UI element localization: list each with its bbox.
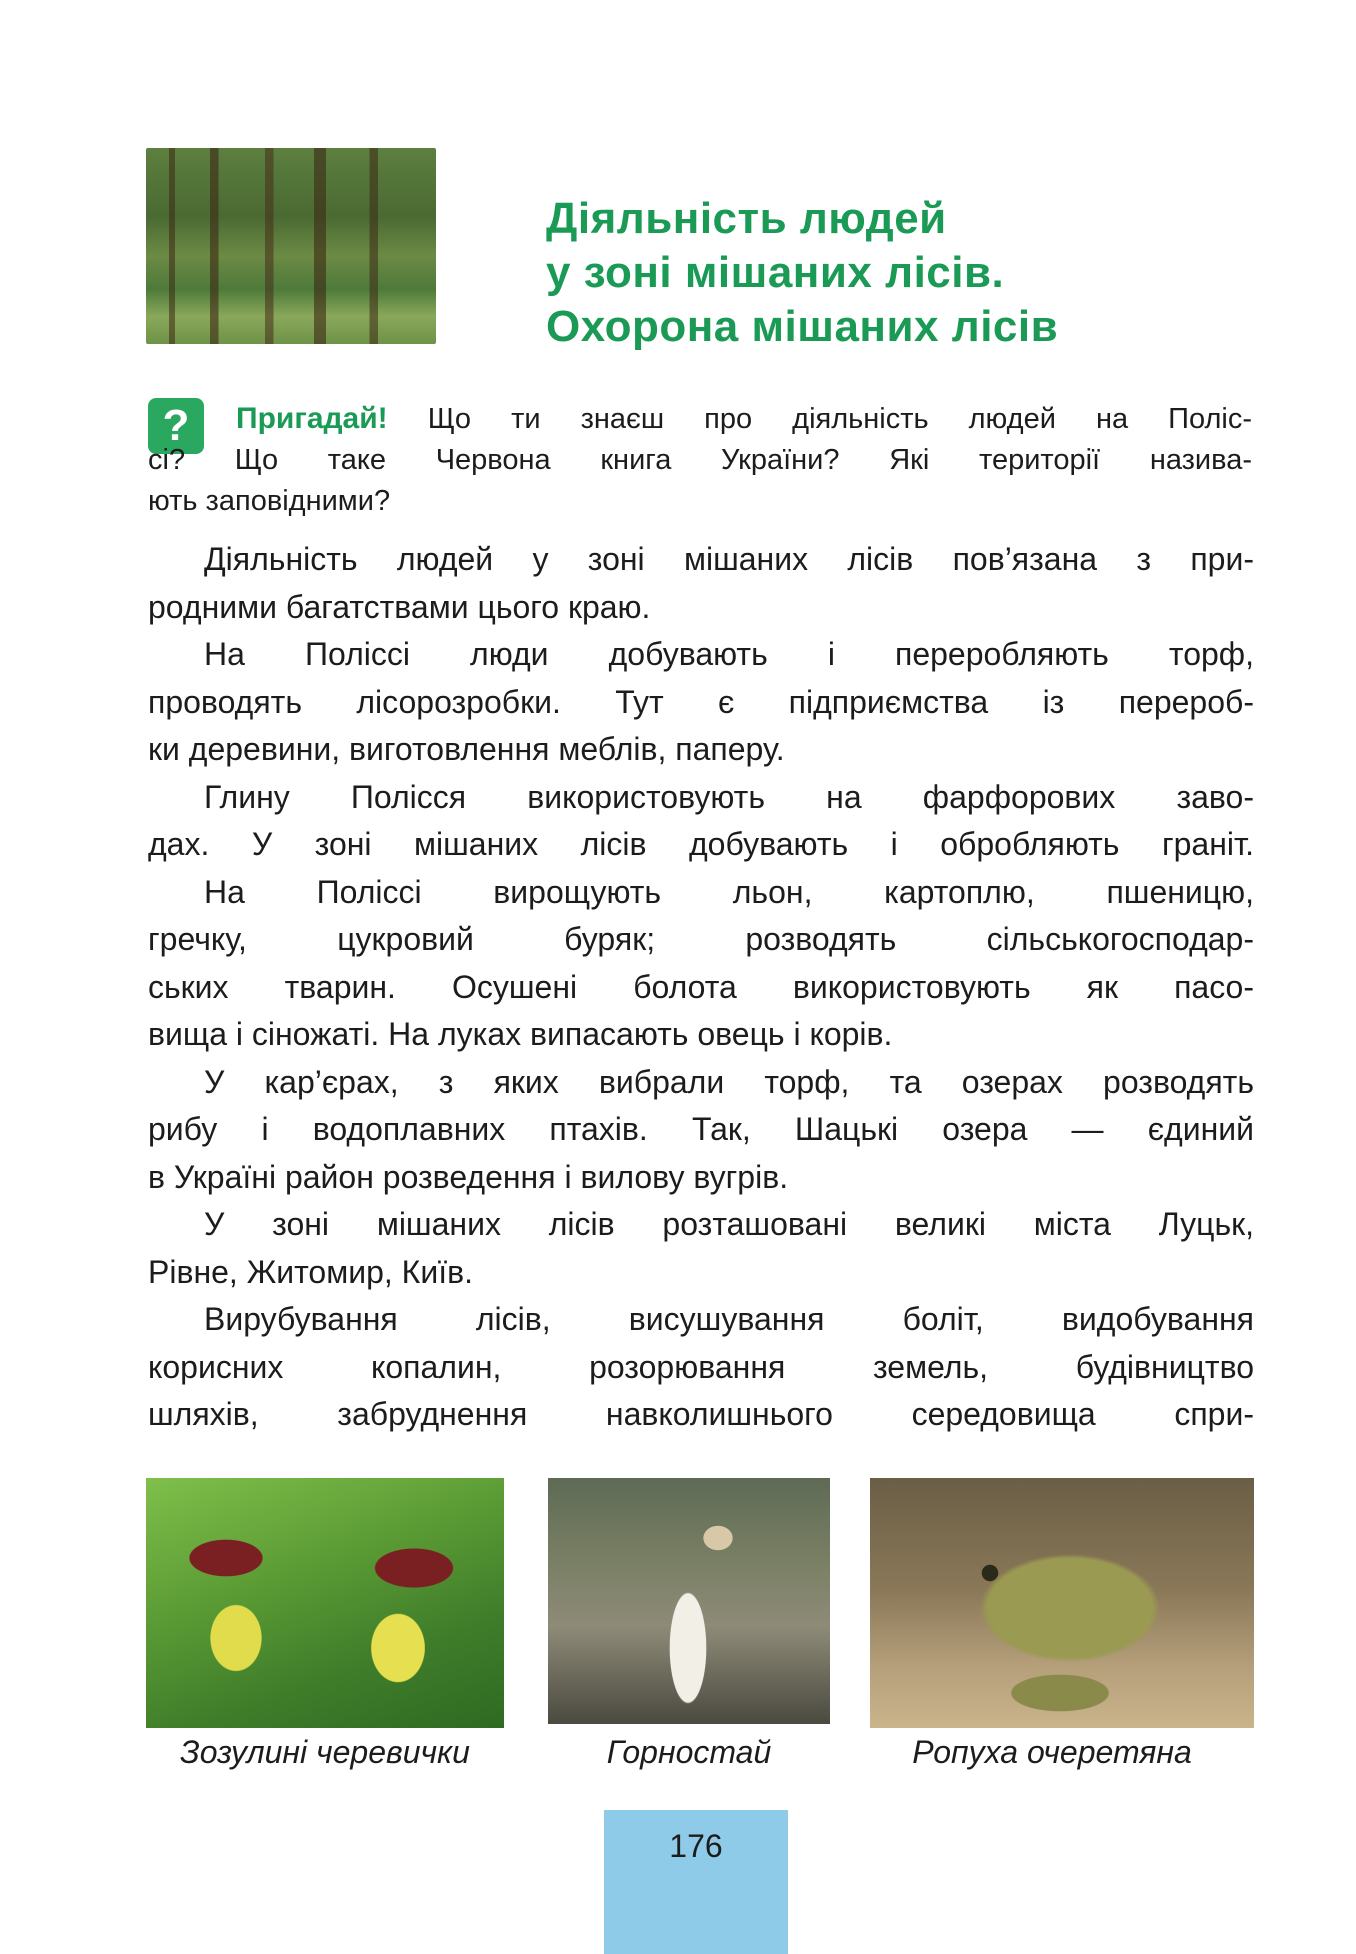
question-mark-icon: ? [148, 398, 204, 454]
text-line: рибу і водоплавних птахів. Так, Шацькі озера — єдиний [148, 1111, 1254, 1147]
recall-line: ють заповідними? [148, 485, 391, 517]
chapter-title-line: у зоні мішаних лісів. [546, 248, 1005, 297]
text-line: шляхів, забруднення навколишнього середовища спри- [148, 1396, 1254, 1432]
text-line: Глину Полісся використовують на фарфорових заво- [204, 778, 1254, 815]
species-caption: Горностай [606, 1734, 772, 1770]
species-caption: Зозулині черевички [180, 1734, 470, 1770]
species-caption: Ропуха очеретяна [912, 1734, 1192, 1770]
text-line: У зоні мішаних лісів розташовані великі міста Луцьк, [204, 1206, 1254, 1242]
paragraph [148, 1059, 1254, 1202]
body-text [148, 536, 1254, 1439]
text-line: Вирубування лісів, висушування боліт, видобування [204, 1301, 1254, 1337]
chapter-title-line: Охорона мішаних лісів [546, 302, 1059, 351]
text-line: гречку, цукровий буряк; розводять сільськогосподар- [148, 921, 1254, 957]
page-number-tab [604, 1810, 788, 1954]
recall-lead: Пригадай! [236, 402, 388, 435]
recall-line: сі? Що таке Червона книга України? Які території назива- [148, 444, 1252, 476]
text-line: На Поліссі люди добувають і переробляють торф, [204, 636, 1254, 672]
text-line: корисних копалин, розорювання земель, будівництво [148, 1348, 1254, 1385]
chapter-title [546, 192, 1266, 354]
toad-photo [870, 1478, 1254, 1728]
text-line: дах. У зоні мішаних лісів добувають і обробляють граніт. [148, 826, 1254, 862]
chapter-title-line: Діяльність людей [546, 194, 947, 243]
text-line: вища і сіножаті. На луках випасають овець і корів. [148, 1016, 893, 1052]
paragraph [148, 631, 1254, 774]
paragraph [148, 1201, 1254, 1296]
recall-box [148, 398, 1252, 522]
forest-photo [146, 148, 436, 344]
paragraph [148, 1296, 1254, 1439]
orchid-photo [146, 1478, 504, 1728]
text-line: Рівне, Житомир, Київ. [148, 1253, 473, 1290]
text-line: ських тварин. Осушені болота використовують як пасо- [148, 968, 1254, 1005]
text-line: Діяльність людей у зоні мішаних лісів пов’язана з при- [204, 541, 1254, 577]
paragraph [148, 536, 1254, 631]
page-number: 176 [669, 1828, 723, 1864]
text-line: ки деревини, виготовлення меблів, паперу. [148, 731, 785, 767]
text-line: проводять лісорозробки. Тут є підприємства із перероб- [148, 683, 1254, 720]
recall-text: Що ти знаєш про діяльність людей на Поліс- [427, 403, 1252, 435]
text-line: У кар’єрах, з яких вибрали торф, та озерах розводять [204, 1063, 1254, 1100]
text-line: На Поліссі вирощують льон, картоплю, пшеницю, [204, 873, 1254, 910]
text-line: родними багатствами цього краю. [148, 588, 651, 625]
text-line: в Україні район розведення і вилову вугрів. [148, 1158, 789, 1195]
stoat-photo [548, 1478, 830, 1724]
paragraph [148, 869, 1254, 1059]
paragraph [148, 774, 1254, 869]
recall-line [236, 398, 1252, 440]
